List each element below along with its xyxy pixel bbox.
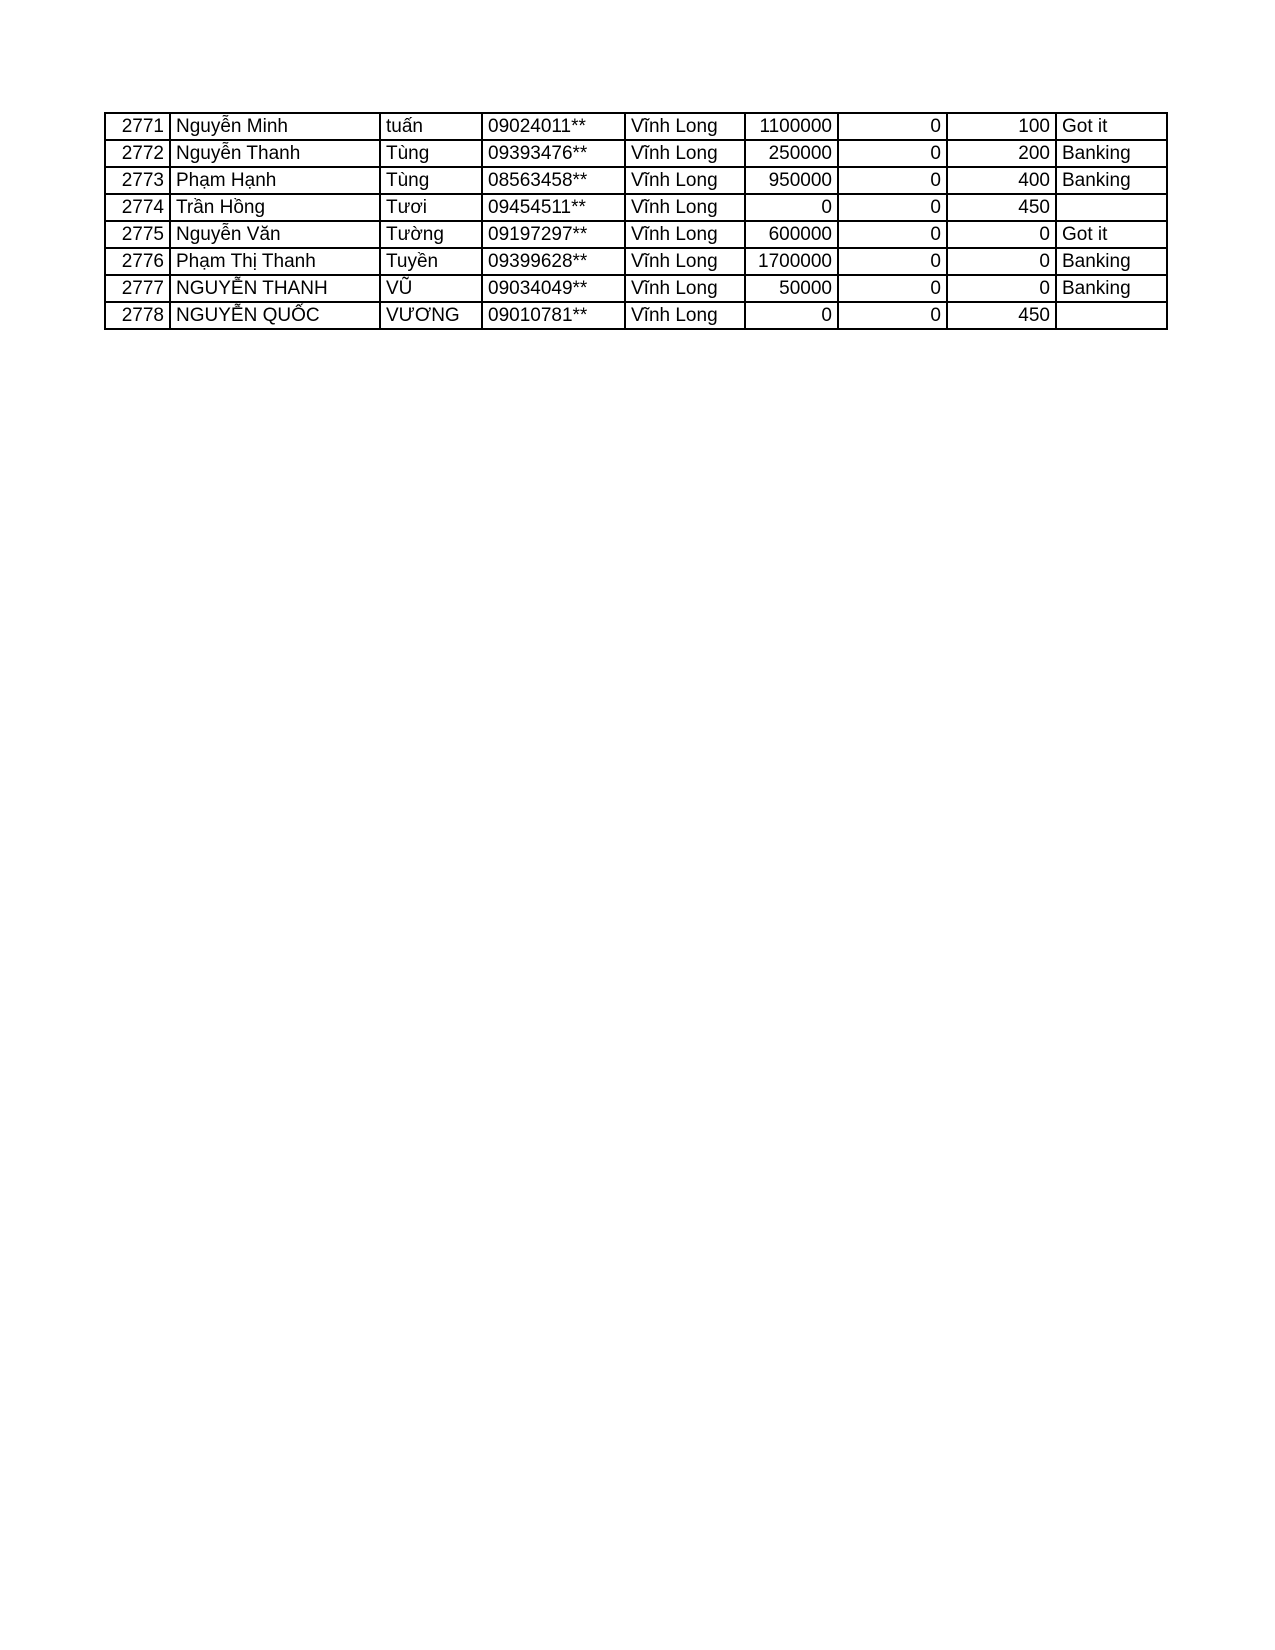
cell-amount: 600000	[745, 221, 838, 248]
table-row	[105, 275, 1167, 302]
cell-points: 0	[947, 248, 1056, 275]
table-row	[105, 302, 1167, 329]
cell-points: 200	[947, 140, 1056, 167]
table-row	[105, 248, 1167, 275]
cell-index: 2778	[105, 302, 170, 329]
cell-province: Vĩnh Long	[625, 140, 745, 167]
cell-amount-2: 0	[838, 302, 947, 329]
cell-status: Got it	[1056, 113, 1167, 140]
cell-given-name: Tùng	[380, 167, 482, 194]
cell-phone: 09034049**	[482, 275, 625, 302]
cell-phone: 09010781**	[482, 302, 625, 329]
cell-index: 2775	[105, 221, 170, 248]
contact-table	[104, 112, 1168, 330]
cell-province: Vĩnh Long	[625, 194, 745, 221]
cell-amount: 0	[745, 194, 838, 221]
cell-given-name: VƯƠNG	[380, 302, 482, 329]
cell-points: 450	[947, 194, 1056, 221]
cell-phone: 09393476**	[482, 140, 625, 167]
cell-amount-2: 0	[838, 221, 947, 248]
cell-status: Banking	[1056, 275, 1167, 302]
cell-amount: 950000	[745, 167, 838, 194]
cell-index: 2771	[105, 113, 170, 140]
cell-amount: 50000	[745, 275, 838, 302]
cell-amount: 0	[745, 302, 838, 329]
cell-province: Vĩnh Long	[625, 167, 745, 194]
cell-phone: 08563458**	[482, 167, 625, 194]
cell-index: 2772	[105, 140, 170, 167]
table-row	[105, 113, 1167, 140]
cell-points: 0	[947, 275, 1056, 302]
cell-surname-middle: Phạm Hạnh	[170, 167, 380, 194]
cell-phone: 09197297**	[482, 221, 625, 248]
cell-points: 0	[947, 221, 1056, 248]
cell-surname-middle: Nguyễn Văn	[170, 221, 380, 248]
cell-surname-middle: Trần Hồng	[170, 194, 380, 221]
table-row	[105, 140, 1167, 167]
cell-province: Vĩnh Long	[625, 275, 745, 302]
cell-surname-middle: Phạm Thị Thanh	[170, 248, 380, 275]
cell-points: 100	[947, 113, 1056, 140]
table-row	[105, 194, 1167, 221]
table-row	[105, 221, 1167, 248]
cell-phone: 09399628**	[482, 248, 625, 275]
cell-given-name: Tuyền	[380, 248, 482, 275]
cell-points: 400	[947, 167, 1056, 194]
cell-index: 2773	[105, 167, 170, 194]
cell-amount-2: 0	[838, 167, 947, 194]
cell-amount: 1700000	[745, 248, 838, 275]
cell-status: Got it	[1056, 221, 1167, 248]
cell-given-name: Tùng	[380, 140, 482, 167]
cell-index: 2777	[105, 275, 170, 302]
cell-surname-middle: NGUYỄN THANH	[170, 275, 380, 302]
cell-given-name: VŨ	[380, 275, 482, 302]
cell-status	[1056, 302, 1167, 329]
cell-amount: 1100000	[745, 113, 838, 140]
cell-amount-2: 0	[838, 194, 947, 221]
cell-given-name: Tường	[380, 221, 482, 248]
cell-surname-middle: Nguyễn Minh	[170, 113, 380, 140]
cell-status: Banking	[1056, 140, 1167, 167]
cell-phone: 09024011**	[482, 113, 625, 140]
cell-province: Vĩnh Long	[625, 221, 745, 248]
cell-status: Banking	[1056, 248, 1167, 275]
cell-status: Banking	[1056, 167, 1167, 194]
cell-surname-middle: NGUYỄN QUỐC	[170, 302, 380, 329]
cell-phone: 09454511**	[482, 194, 625, 221]
cell-amount-2: 0	[838, 113, 947, 140]
cell-given-name: Tươi	[380, 194, 482, 221]
cell-index: 2776	[105, 248, 170, 275]
cell-amount: 250000	[745, 140, 838, 167]
cell-amount-2: 0	[838, 140, 947, 167]
cell-given-name: tuấn	[380, 113, 482, 140]
cell-index: 2774	[105, 194, 170, 221]
table-row	[105, 167, 1167, 194]
cell-amount-2: 0	[838, 275, 947, 302]
cell-province: Vĩnh Long	[625, 248, 745, 275]
cell-surname-middle: Nguyễn Thanh	[170, 140, 380, 167]
cell-province: Vĩnh Long	[625, 302, 745, 329]
cell-province: Vĩnh Long	[625, 113, 745, 140]
cell-points: 450	[947, 302, 1056, 329]
cell-status	[1056, 194, 1167, 221]
cell-amount-2: 0	[838, 248, 947, 275]
